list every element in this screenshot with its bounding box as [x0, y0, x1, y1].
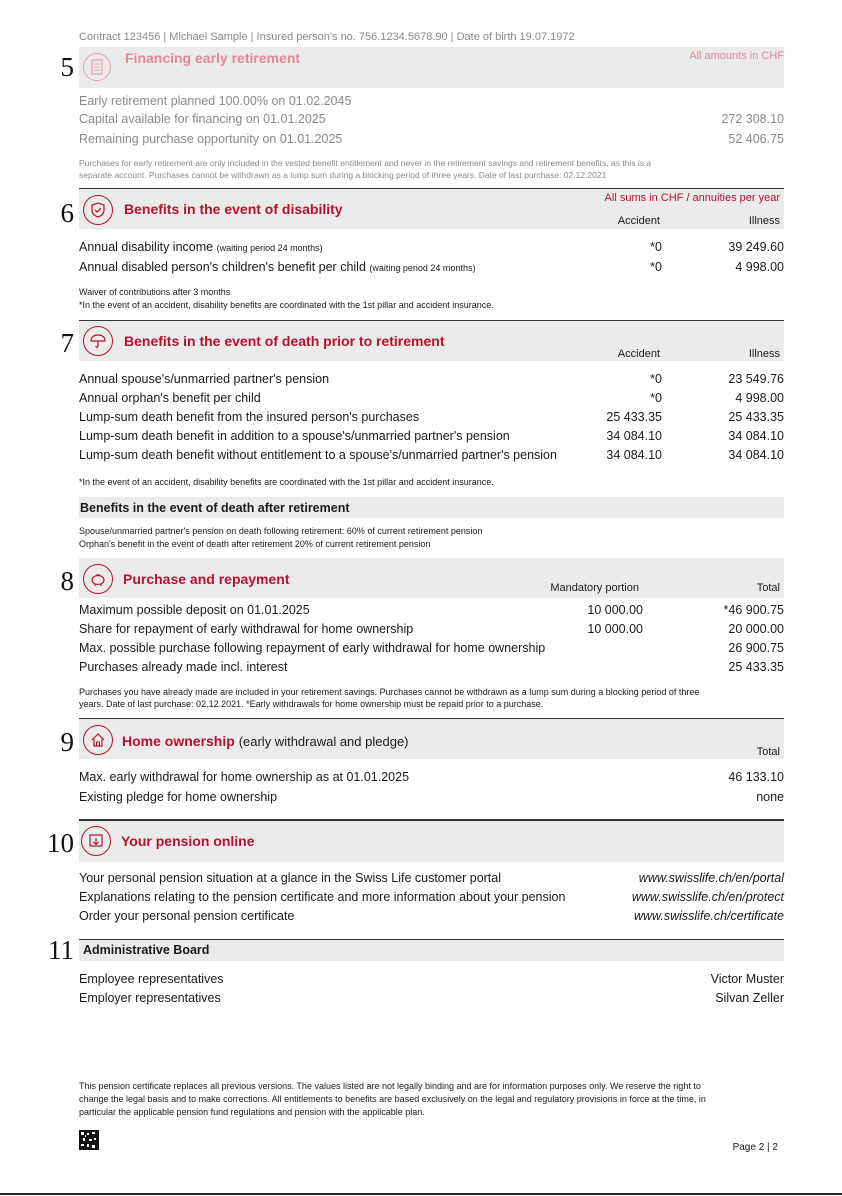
s5-footnote: Purchases for early retirement are only included in the vested benefit entitlement and never in the retirement savings and retirement benefits, as this is a — [79, 158, 652, 168]
bottom-border — [0, 1193, 842, 1195]
section-9-title: Home ownership — [122, 733, 235, 749]
col-total: Total — [756, 746, 780, 758]
s8-footnote: Purchases you have already made are included in your retirement savings. Purchases cannot be withdrawn as a lump sum during a blocking period of three — [79, 687, 700, 697]
s10-row-label: Your personal pension situation at a glance in the Swiss Life customer portal — [79, 871, 502, 885]
death-after-retirement-line: Spouse/unmarried partner's pension on death following retirement: 60% of current retirement pension — [79, 526, 483, 536]
section-9-heading — [122, 733, 409, 749]
s7-row-accident: 34 084.10 — [606, 429, 662, 443]
col-total: Total — [756, 582, 780, 594]
s8-row-total: 25 433.35 — [728, 660, 784, 674]
section-9-title-suffix: (early withdrawal and pledge) — [238, 734, 409, 749]
qr-code-icon — [79, 1130, 99, 1150]
s6-row — [79, 240, 323, 254]
contract-header: Contract 123456 | Michael Sample | Insured person's no. 756.1234.5678.90 | Date of birth 19.07.1972 — [79, 31, 575, 43]
col-accident: Accident — [617, 348, 660, 360]
footer-disclaimer: particular the applicable pension fund regulations and pension with the applicable plan. — [79, 1107, 425, 1117]
shield-check-icon — [83, 195, 113, 225]
s7-row-illness: 23 549.76 — [728, 372, 784, 386]
piggy-bank-icon — [83, 564, 113, 594]
s11-row-value: Victor Muster — [710, 972, 784, 986]
s8-row-mandatory: 10 000.00 — [587, 603, 643, 617]
section-6-note: All sums in CHF / annuities per year — [604, 192, 780, 204]
section-number-9: 9 — [60, 727, 74, 757]
s7-row-illness: 34 084.10 — [728, 429, 784, 443]
section-6-title: Benefits in the event of disability — [124, 201, 343, 217]
s8-footnote: years. Date of last purchase: 02.12.2021. *Early withdrawals for home ownership must be repaid prior to a purchase. — [79, 699, 544, 709]
document-icon — [83, 53, 111, 81]
s7-row-accident: 34 084.10 — [606, 448, 662, 462]
death-after-retirement-line: Orphan's benefit in the event of death after retirement 20% of current retirement pension — [79, 539, 431, 549]
section-11-title: Administrative Board — [83, 943, 210, 957]
footer-disclaimer: change the legal basis and to make corrections. All entitlements to benefits are based exclusively on the legal and regulatory provisions in force at the time, in — [79, 1094, 706, 1104]
col-accident: Accident — [617, 215, 660, 227]
section-number-7: 7 — [60, 328, 74, 358]
s11-row-value: Silvan Zeller — [715, 991, 784, 1005]
house-icon — [83, 725, 113, 755]
col-illness: Illness — [748, 215, 780, 227]
s7-row-accident: *0 — [650, 391, 662, 405]
umbrella-icon — [83, 326, 113, 356]
section-7-title: Benefits in the event of death prior to retirement — [124, 333, 445, 349]
s6-row-label: Annual disability income — [79, 240, 214, 254]
s6-footnote: *In the event of an accident, disability benefits are coordinated with the 1st pillar and accident insurance. — [79, 300, 494, 310]
s8-row-label: Max. possible purchase following repayment of early withdrawal for home ownership — [79, 641, 546, 655]
s7-row-illness: 4 998.00 — [735, 391, 784, 405]
s7-row-illness: 34 084.10 — [728, 448, 784, 462]
section-5-note: All amounts in CHF — [689, 50, 784, 62]
s8-row-total: 26 900.75 — [728, 641, 784, 655]
portal-link[interactable]: www.swisslife.ch/en/portal — [638, 871, 784, 885]
s7-row-accident: *0 — [650, 372, 662, 386]
s8-row-label: Share for repayment of early withdrawal for home ownership — [79, 622, 414, 636]
protect-link[interactable]: www.swisslife.ch/en/protect — [631, 890, 784, 904]
page-number: Page 2 | 2 — [732, 1142, 778, 1153]
s9-row-total: 46 133.10 — [728, 770, 784, 784]
s6-row-illness: 39 249.60 — [728, 240, 784, 254]
s6-row-suffix: (waiting period 24 months) — [369, 263, 476, 273]
s9-row-label: Existing pledge for home ownership — [79, 790, 278, 804]
s10-row-label: Order your personal pension certificate — [79, 909, 295, 923]
s7-row-label: Lump-sum death benefit without entitlement to a spouse's/unmarried partner's pension — [79, 448, 557, 462]
col-mandatory: Mandatory portion — [550, 582, 639, 594]
s5-row-value: 272 308.10 — [721, 112, 784, 126]
col-illness: Illness — [748, 348, 780, 360]
s7-footnote: *In the event of an accident, disability benefits are coordinated with the 1st pillar and accident insurance. — [79, 477, 494, 487]
s11-row-label: Employer representatives — [79, 991, 221, 1005]
section-8-title: Purchase and repayment — [123, 571, 290, 587]
s5-footnote: separate account. Purchases cannot be withdrawn as a lump sum during a blocking period of three years. Date of last purchase: 02.12.2021 — [79, 170, 607, 180]
s8-row-label: Purchases already made incl. interest — [79, 660, 288, 674]
certificate-link[interactable]: www.swisslife.ch/certificate — [633, 909, 784, 923]
s8-row-total: 20 000.00 — [728, 622, 784, 636]
s10-row-label: Explanations relating to the pension certificate and more information about your pension — [79, 890, 566, 904]
s7-row-label: Annual orphan's benefit per child — [79, 391, 261, 405]
s9-row-label: Max. early withdrawal for home ownership as at 01.01.2025 — [79, 770, 410, 784]
section-number-10: 10 — [47, 828, 74, 858]
footer-disclaimer: This pension certificate replaces all previous versions. The values listed are not legally binding and are for information purposes only. We reserve the right to — [79, 1081, 701, 1091]
section-10-title: Your pension online — [121, 833, 255, 849]
s7-row-accident: 25 433.35 — [606, 410, 662, 424]
section-number-8: 8 — [60, 566, 74, 596]
s7-row-label: Annual spouse's/unmarried partner's pension — [79, 372, 330, 386]
s6-row-suffix: (waiting period 24 months) — [216, 243, 323, 253]
section-number-6: 6 — [60, 198, 74, 228]
death-after-retirement-title: Benefits in the event of death after retirement — [80, 501, 350, 515]
s7-row-label: Lump-sum death benefit in addition to a spouse's/unmarried partner's pension — [79, 429, 510, 443]
section-number-11: 11 — [48, 935, 74, 965]
section-number-5: 5 — [60, 52, 74, 82]
s9-row-total: none — [756, 790, 784, 804]
s6-waiver: Waiver of contributions after 3 months — [79, 287, 231, 297]
s6-row-accident: *0 — [650, 240, 662, 254]
s6-row-accident: *0 — [650, 260, 662, 274]
s11-row-label: Employee representatives — [79, 972, 224, 986]
s5-row-label: Early retirement planned 100.00% on 01.02.2045 — [79, 94, 352, 108]
s6-row-illness: 4 998.00 — [735, 260, 784, 274]
s5-row-label: Capital available for financing on 01.01.2025 — [79, 112, 326, 126]
s8-row-label: Maximum possible deposit on 01.01.2025 — [79, 603, 310, 617]
s5-row-label: Remaining purchase opportunity on 01.01.2025 — [79, 132, 343, 146]
s6-row — [79, 260, 475, 274]
s5-row-value: 52 406.75 — [728, 132, 784, 146]
section-5-title: Financing early retirement — [125, 50, 301, 66]
s6-row-label: Annual disabled person's children's benefit per child — [79, 260, 366, 274]
download-icon — [81, 826, 111, 856]
s7-row-illness: 25 433.35 — [728, 410, 784, 424]
s8-row-mandatory: 10 000.00 — [587, 622, 643, 636]
s8-row-total: *46 900.75 — [723, 603, 784, 617]
s7-row-label: Lump-sum death benefit from the insured person's purchases — [79, 410, 420, 424]
